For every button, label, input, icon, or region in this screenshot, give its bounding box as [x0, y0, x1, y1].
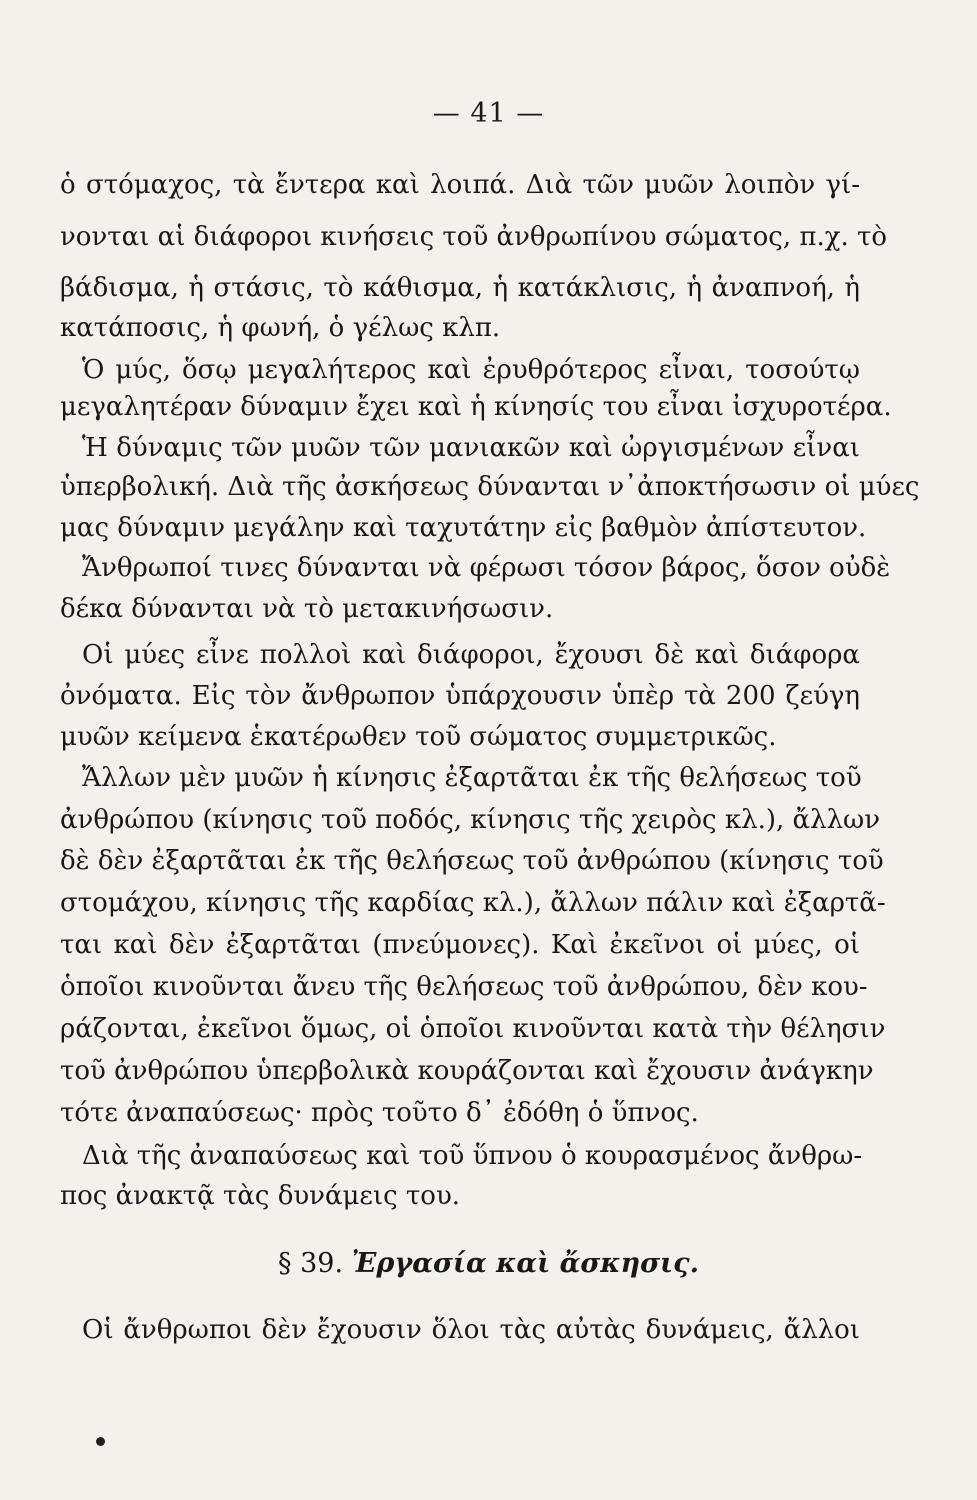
text-line: μυῶν κείμενα ἑκατέρωθεν τοῦ σώματος συμμετρικῶς. [60, 722, 777, 752]
text-line: Οἱ μύες εἶνε πολλοὶ καὶ διάφοροι, ἔχουσι δὲ καὶ διάφορα [82, 640, 860, 670]
text-line: ται καὶ δὲν ἐξαρτᾶται (πνεύμονες). Καὶ ἐκεῖνοι οἱ μύες, οἱ [60, 930, 860, 960]
text-line: τοῦ ἀνθρώπου ὑπερβολικὰ κουράζονται καὶ ἔχουσιν ἀνάγκην [60, 1056, 874, 1086]
text-line: Ἄνθρωποί τινες δύνανται νὰ φέρωσι τόσον βάρος, ὅσον οὐδὲ [82, 553, 891, 583]
text-line: Οἱ ἄνθρωποι δὲν ἔχουσιν ὅλοι τὰς αὐτὰς δυνάμεις, ἄλλοι [82, 1315, 860, 1345]
text-line: τότε ἀναπαύσεως· πρὸς τοῦτο δ᾽ ἐδόθη ὁ ὕπνος. [60, 1098, 699, 1128]
text-line: δὲ δὲν ἐξαρτᾶται ἐκ τῆς θελήσεως τοῦ ἀνθρώπου (κίνησις τοῦ [60, 846, 884, 876]
text-line: ράζονται, ἐκεῖνοι ὅμως, οἱ ὁποῖοι κινοῦνται κατὰ τὴν θέλησιν [60, 1014, 886, 1044]
page-number: — 41 — [432, 98, 545, 129]
ink-dot [96, 1437, 105, 1446]
text-line: στομάχου, κίνησις τῆς καρδίας κλ.), ἄλλων πάλιν καὶ ἐξαρτᾶ- [60, 888, 886, 918]
text-line: ὁ στόμαχος, τὰ ἔντερα καὶ λοιπά. Διὰ τῶν μυῶν λοιπὸν γί- [60, 170, 860, 200]
section-title: Ἐργασία καὶ ἄσκησις. [351, 1248, 699, 1279]
text-line: ὁποῖοι κινοῦνται ἄνευ τῆς θελήσεως τοῦ ἀνθρώπου, δὲν κου- [60, 972, 868, 1002]
text-line: Ὁ μύς, ὅσῳ μεγαλήτερος καὶ ἐρυθρότερος εἶναι, τοσούτῳ [82, 355, 860, 385]
section-number: § 39. [278, 1248, 344, 1279]
text-line: Ἄλλων μὲν μυῶν ἡ κίνησις ἐξαρτᾶται ἐκ τῆς θελήσεως τοῦ [82, 763, 862, 793]
section-heading [0, 1248, 977, 1279]
text-line: βάδισμα, ἡ στάσις, τὸ κάθισμα, ἡ κατάκλισις, ἡ ἀναπνοή, ἡ [60, 273, 860, 303]
text-line: μας δύναμιν μεγάλην καὶ ταχυτάτην εἰς βαθμὸν ἀπίστευτον. [60, 513, 867, 543]
text-line: ἀνθρώπου (κίνησις τοῦ ποδός, κίνησις τῆς χειρὸς κλ.), ἄλλων [60, 805, 881, 835]
text-line: δέκα δύνανται νὰ τὸ μετακινήσωσιν. [60, 594, 554, 624]
text-line: Ἡ δύναμις τῶν μυῶν τῶν μανιακῶν καὶ ὠργισμένων εἶναι [82, 433, 860, 463]
text-line: πος ἀνακτᾷ τὰς δυνάμεις του. [60, 1181, 461, 1211]
text-line: ὑπερβολική. Διὰ τῆς ἀσκήσεως δύνανται ν᾽ἀποκτήσωσιν οἱ μύες [60, 472, 920, 502]
text-line: κατάποσις, ἡ φωνή, ὁ γέλως κλπ. [60, 313, 501, 343]
text-line: ὀνόματα. Εἰς τὸν ἄνθρωπον ὑπάρχουσιν ὑπὲρ τὰ 200 ζεύγη [60, 681, 860, 711]
text-line: μεγαλητέραν δύναμιν ἔχει καὶ ἡ κίνησίς του εἶναι ἰσχυροτέρα. [60, 392, 892, 422]
text-line: Διὰ τῆς ἀναπαύσεως καὶ τοῦ ὕπνου ὁ κουρασμένος ἄνθρω- [82, 1141, 863, 1171]
text-line: νονται αἱ διάφοροι κινήσεις τοῦ ἀνθρωπίνου σώματος, π.χ. τὸ [60, 222, 888, 252]
